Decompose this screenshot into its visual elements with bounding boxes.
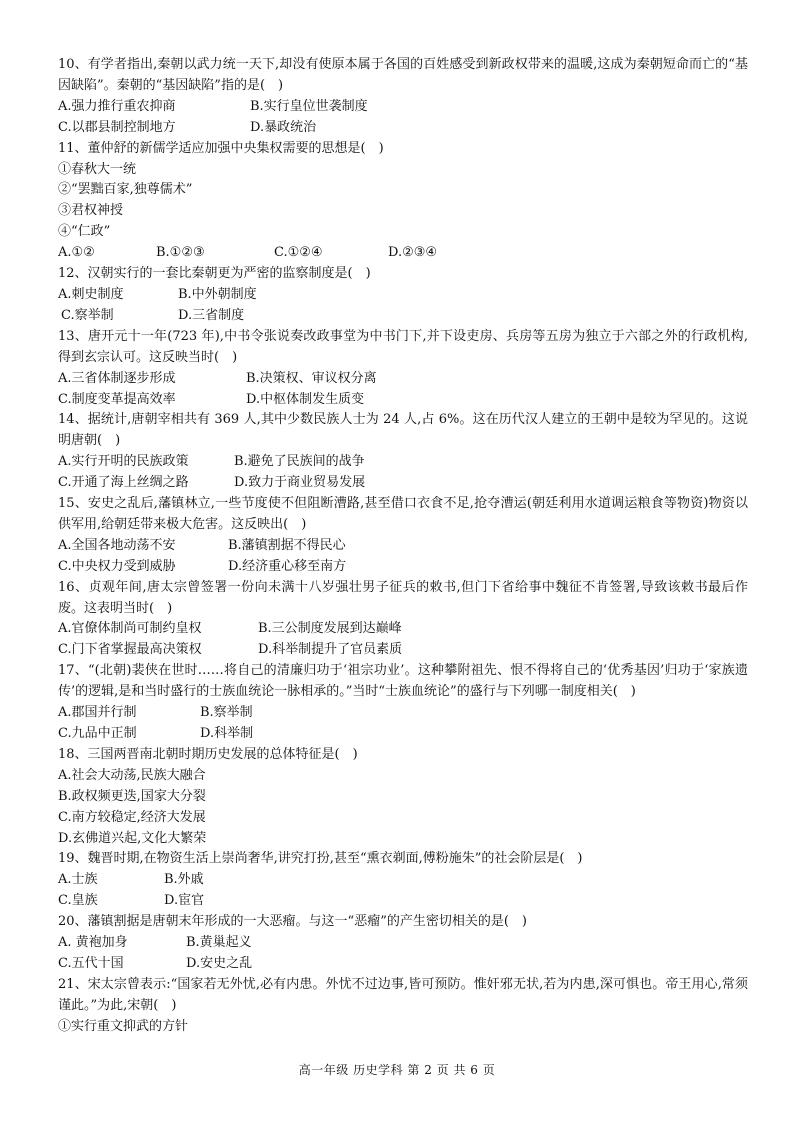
options-row [58, 933, 748, 954]
options-row [58, 954, 748, 975]
question-10 [58, 55, 748, 139]
option-b[interactable]: B.避免了民族间的战争 [234, 454, 365, 470]
option-d[interactable]: D.三省制度 [178, 307, 245, 323]
question-stem: 16、贞观年间,唐太宗曾签署一份向未满十八岁强壮男子征兵的敕书,但门下省给事中魏征不肯签署,导致该敕书最后作废。这表明当时( ) [58, 579, 748, 616]
option-d[interactable]: D.玄佛道兴起,文化大繁荣 [58, 830, 207, 846]
option-d[interactable]: D.致力于商业贸易发展 [234, 475, 366, 491]
options-row [58, 557, 748, 578]
question-stem: 11、董仲舒的新儒学适应加强中央集权需要的思想是( ) [58, 140, 384, 156]
options-row [58, 452, 748, 473]
question-stem: 17、“(北朝)裴侠在世时……将自己的清廉归功于‘祖宗功业’。这种攀附祖先、恨不得将自己的‘优秀基因’归功于‘家族遗传’的逻辑,是和当时盛行的士族血统论一脉相承的。”当时“士族血统论”的盛行与下列哪一制度相关( ) [58, 663, 748, 700]
question-stem: 21、宋太宗曾表示:“国家若无外忧,必有内患。外忧不过边事,皆可预防。惟奸邪无状,若为内患,深可惧也。帝王用心,常须谨此。”为此,宋朝( ) [58, 976, 748, 1013]
statement-item: ②“罢黜百家,独尊儒术” [58, 182, 193, 198]
question-14 [58, 410, 748, 494]
question-13 [58, 327, 748, 411]
option-d[interactable]: D.科举制 [200, 726, 254, 741]
option-c[interactable]: C.五代十国 [58, 955, 124, 971]
option-b[interactable]: B.黄巢起义 [186, 935, 252, 951]
question-stem: 20、藩镇割据是唐朝末年形成的一大恶瘤。与这一“恶瘤”的产生密切相关的是( ) [58, 914, 527, 930]
option-d[interactable]: D.经济重心移至南方 [228, 558, 347, 574]
option-c[interactable]: C.以郡县制控制地方 [58, 119, 176, 135]
option-c[interactable]: C.察举制 [61, 307, 114, 323]
option-c[interactable]: C.开通了海上丝绸之路 [58, 475, 189, 491]
option-b[interactable]: B.决策权、审议权分离 [246, 370, 377, 386]
statement-item: ③君权神授 [58, 203, 124, 219]
option-b[interactable]: B.中外朝制度 [178, 286, 257, 302]
option-b[interactable]: B.政权频更迭,国家大分裂 [58, 788, 206, 804]
options-row [58, 369, 748, 390]
option-b[interactable]: B.三公制度发展到达巅峰 [258, 621, 402, 637]
options-row [58, 724, 748, 745]
question-12 [58, 264, 748, 327]
option-d[interactable]: D.暴政统治 [250, 119, 317, 135]
options-row [58, 473, 748, 494]
option-a[interactable]: A.刺史制度 [58, 286, 124, 302]
question-20 [58, 912, 748, 975]
option-d[interactable]: D.中枢体制发生质变 [246, 391, 365, 407]
options-row [58, 306, 748, 327]
option-d[interactable]: D.②③④ [388, 245, 438, 261]
page-footer: 高一年级 历史学科 第 2 页 共 6 页 [298, 1063, 496, 1077]
exam-page [58, 55, 748, 1038]
option-a[interactable]: A.强力推行重农抑商 [58, 98, 176, 114]
option-a[interactable]: A.士族 [58, 872, 98, 888]
option-c[interactable]: C.皇族 [58, 893, 98, 909]
options-row [58, 891, 748, 912]
statement-item: ①实行重文抑武的方针 [58, 1018, 189, 1034]
option-b[interactable]: B.外戚 [164, 872, 204, 888]
options-row [58, 390, 748, 411]
question-stem: 14、据统计,唐朝宰相共有 369 人,其中少数民族人士为 24 人,占 6%。这在历代汉人建立的王朝中是较为罕见的。这说明唐朝( ) [58, 412, 748, 449]
options-row [58, 703, 748, 724]
option-a[interactable]: A.全国各地动荡不安 [58, 537, 176, 553]
option-c[interactable]: C.制度变革提高效率 [58, 391, 176, 407]
question-17 [58, 661, 748, 745]
option-c[interactable]: C.门下省掌握最高决策权 [58, 642, 202, 658]
statement-item: ①春秋大一统 [58, 161, 137, 177]
question-15 [58, 494, 748, 578]
option-b[interactable]: B.藩镇割据不得民心 [228, 537, 346, 553]
options-row [58, 243, 748, 264]
statement-item: ④“仁政” [58, 224, 111, 240]
option-a[interactable]: A.①② [58, 245, 95, 261]
option-d[interactable]: D.宦官 [164, 893, 205, 909]
options-row [58, 118, 748, 139]
option-c[interactable]: C.①②④ [274, 245, 323, 261]
option-b[interactable]: B.察举制 [200, 705, 253, 721]
question-stem: 15、安史之乱后,藩镇林立,一些节度使不但阻断漕路,甚至借口衣食不足,抢夺漕运(朝廷利用水道调运粮食等物资)物资以供军用,给朝廷带来极大危害。这反映出( ) [58, 496, 748, 532]
question-stem: 10、有学者指出,秦朝以武力统一天下,却没有使原本属于各国的百姓感受到新政权带来的温暖,这成为秦朝短命而亡的“基因缺陷”。秦朝的“基因缺陷”指的是( ) [58, 57, 748, 93]
option-a[interactable]: A.社会大动荡,民族大融合 [58, 767, 206, 783]
option-a[interactable]: A. 黄袍加身 [58, 935, 128, 951]
option-a[interactable]: A.官僚体制尚可制约皇权 [58, 621, 202, 637]
option-a[interactable]: A.郡国并行制 [58, 705, 137, 721]
options-row [58, 640, 748, 661]
question-21 [58, 975, 748, 1038]
question-16 [58, 578, 748, 662]
question-stem: 19、魏晋时期,在物资生活上崇尚奢华,讲究打扮,甚至“熏衣剃面,傅粉施朱”的社会阶层是( ) [58, 851, 583, 867]
options-row [58, 619, 748, 640]
options-row [58, 285, 748, 306]
options-row [58, 870, 748, 891]
question-stem: 12、汉朝实行的一套比秦朝更为严密的监察制度是( ) [58, 266, 371, 282]
option-a[interactable]: A.三省体制逐步形成 [58, 370, 176, 386]
option-c[interactable]: C.中央权力受到威胁 [58, 558, 176, 574]
question-stem: 13、唐开元十一年(723 年),中书令张说奏改政事堂为中书门下,并下设吏房、兵房等五房为独立于六部之外的行政机构,得到玄宗认可。这反映当时( ) [58, 328, 748, 365]
question-18 [58, 745, 748, 850]
option-b[interactable]: B.①②③ [156, 245, 205, 261]
option-b[interactable]: B.实行皇位世袭制度 [250, 98, 368, 114]
option-c[interactable]: C.南方较稳定,经济大发展 [58, 809, 206, 825]
option-d[interactable]: D.科举制提升了官员素质 [258, 642, 403, 658]
option-c[interactable]: C.九品中正制 [58, 726, 137, 741]
option-d[interactable]: D.安史之乱 [186, 955, 253, 971]
option-a[interactable]: A.实行开明的民族政策 [58, 454, 189, 470]
question-stem: 18、三国两晋南北朝时期历史发展的总体特征是( ) [58, 746, 358, 762]
options-row [58, 536, 748, 557]
question-19 [58, 849, 748, 912]
options-row [58, 97, 748, 118]
question-11 [58, 139, 748, 264]
